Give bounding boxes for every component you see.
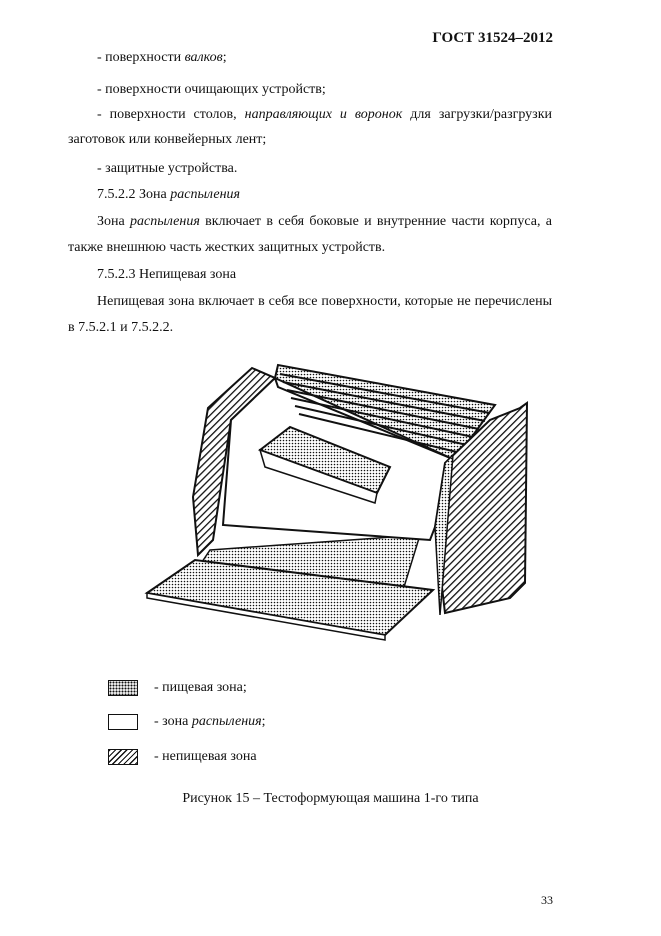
- section-7-5-2-3-heading: 7.5.2.3 Непищевая зона: [97, 267, 237, 282]
- machine-figure: [135, 355, 535, 655]
- section-7-5-2-2-heading: 7.5.2.2 Зона распыления: [97, 187, 241, 202]
- spray-zone-paragraph: Зона распыления включает в себя боковые и внутренние части корпуса, а: [97, 214, 552, 229]
- figure-caption: Рисунок 15 – Тестоформующая машина 1-го типа: [182, 791, 479, 806]
- hatched-swatch-icon: [108, 749, 138, 765]
- legend-food-zone: [108, 679, 247, 697]
- dotted-swatch-icon: [108, 680, 138, 696]
- legend-spray-zone: [108, 713, 266, 731]
- spray-zone-paragraph-cont: также внешнюю часть жестких защитных устройств.: [68, 240, 386, 255]
- legend-non-food-zone: [108, 748, 257, 766]
- non-food-zone-paragraph-cont: в 7.5.2.1 и 7.5.2.2.: [68, 320, 174, 335]
- list-item-tables-cont: заготовок или конвейерных лент;: [68, 132, 267, 147]
- list-item-cleaning: - поверхности очищающих устройств;: [97, 82, 326, 97]
- legend-spray-zone-label: - зона распыления;: [154, 714, 266, 729]
- list-item-guards: - защитные устройства.: [97, 161, 238, 176]
- page-number: 33: [541, 893, 553, 907]
- non-food-zone-paragraph: Непищевая зона включает в себя все поверхности, которые не перечислены: [97, 294, 552, 309]
- legend-food-zone-label: - пищевая зона;: [154, 680, 247, 695]
- list-item-rollers: - поверхности валков;: [97, 50, 227, 65]
- legend-non-food-zone-label: - непищевая зона: [154, 749, 257, 764]
- blank-swatch-icon: [108, 714, 138, 730]
- list-item-tables: - поверхности столов, направляющих и воронок для загрузки/разгрузки: [97, 107, 552, 122]
- standard-header: ГОСТ 31524–2012: [432, 30, 553, 46]
